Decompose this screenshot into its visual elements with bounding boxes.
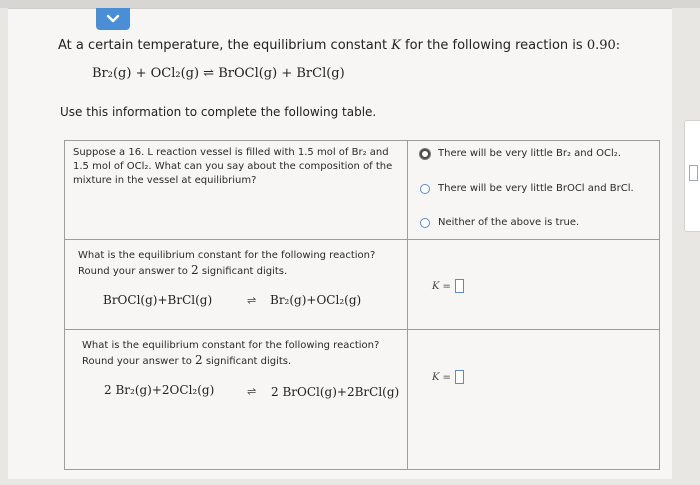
side-panel-handle[interactable] bbox=[684, 120, 700, 232]
option-label: There will be very little BrOCl and BrCl. bbox=[438, 183, 634, 194]
sig-figs: 2 bbox=[191, 263, 199, 277]
question-line: What is the equilibrium constant for the following reaction? bbox=[82, 340, 380, 351]
radio-button[interactable] bbox=[420, 184, 430, 194]
option-label: There will be very little Br₂ and OCl₂. bbox=[438, 148, 621, 159]
panel-icon bbox=[689, 165, 698, 181]
equals-sign: = bbox=[442, 280, 451, 292]
k-label: K bbox=[432, 280, 440, 292]
main-reaction: Br₂(g) + OCl₂(g) ⇌ BrOCl(g) + BrCl(g) bbox=[92, 66, 345, 81]
row2-question bbox=[78, 249, 398, 279]
k-value: 0.90: bbox=[586, 38, 621, 53]
k-label: K bbox=[432, 371, 440, 383]
intro-text bbox=[58, 38, 620, 53]
instruction-text: Use this information to complete the following table. bbox=[60, 105, 377, 119]
intro-prefix: At a certain temperature, the equilibrium constant bbox=[58, 38, 392, 53]
row3-k-field bbox=[432, 370, 464, 384]
option-little-products[interactable] bbox=[420, 183, 634, 194]
equilibrium-arrow: ⇌ bbox=[247, 294, 257, 307]
row3-reactants: 2 Br₂(g)+2OCl₂(g) bbox=[104, 383, 215, 397]
round-suffix: significant digits. bbox=[198, 266, 288, 277]
round-suffix: significant digits. bbox=[202, 356, 292, 367]
row-divider bbox=[64, 239, 660, 240]
row1-question: Suppose a 16. L reaction vessel is filled with 1.5 mol of Br₂ and 1.5 mol of OCl₂. What can you say about the composition of the mixture in the vessel at equilibrium? bbox=[73, 147, 393, 186]
row2-products: Br₂(g)+OCl₂(g) bbox=[270, 293, 362, 307]
collapse-tab[interactable] bbox=[96, 8, 130, 30]
radio-button-selected[interactable] bbox=[420, 149, 430, 159]
option-label: Neither of the above is true. bbox=[438, 217, 580, 228]
question-line bbox=[78, 263, 398, 279]
question-line bbox=[82, 353, 402, 369]
row3-products: 2 BrOCl(g)+2BrCl(g) bbox=[271, 385, 400, 399]
table-divider bbox=[407, 140, 408, 470]
k-symbol: K bbox=[391, 38, 401, 53]
sig-figs: 2 bbox=[195, 353, 203, 367]
row-divider bbox=[64, 329, 660, 330]
round-prefix: Round your answer to bbox=[82, 356, 195, 367]
option-neither[interactable] bbox=[420, 217, 579, 228]
chevron-down-icon bbox=[106, 14, 120, 24]
top-bar bbox=[0, 0, 700, 8]
equals-sign: = bbox=[442, 371, 451, 383]
row3-question bbox=[82, 339, 402, 369]
option-little-reactants[interactable] bbox=[420, 148, 621, 159]
intro-middle: for the following reaction is bbox=[400, 38, 587, 53]
row3-k-input[interactable] bbox=[455, 370, 464, 384]
round-prefix: Round your answer to bbox=[78, 266, 191, 277]
radio-button[interactable] bbox=[420, 218, 430, 228]
question-line: What is the equilibrium constant for the following reaction? bbox=[78, 250, 376, 261]
row2-k-input[interactable] bbox=[455, 279, 464, 293]
row2-reactants: BrOCl(g)+BrCl(g) bbox=[103, 293, 213, 307]
row2-k-field bbox=[432, 279, 464, 293]
equilibrium-arrow: ⇌ bbox=[247, 385, 257, 398]
